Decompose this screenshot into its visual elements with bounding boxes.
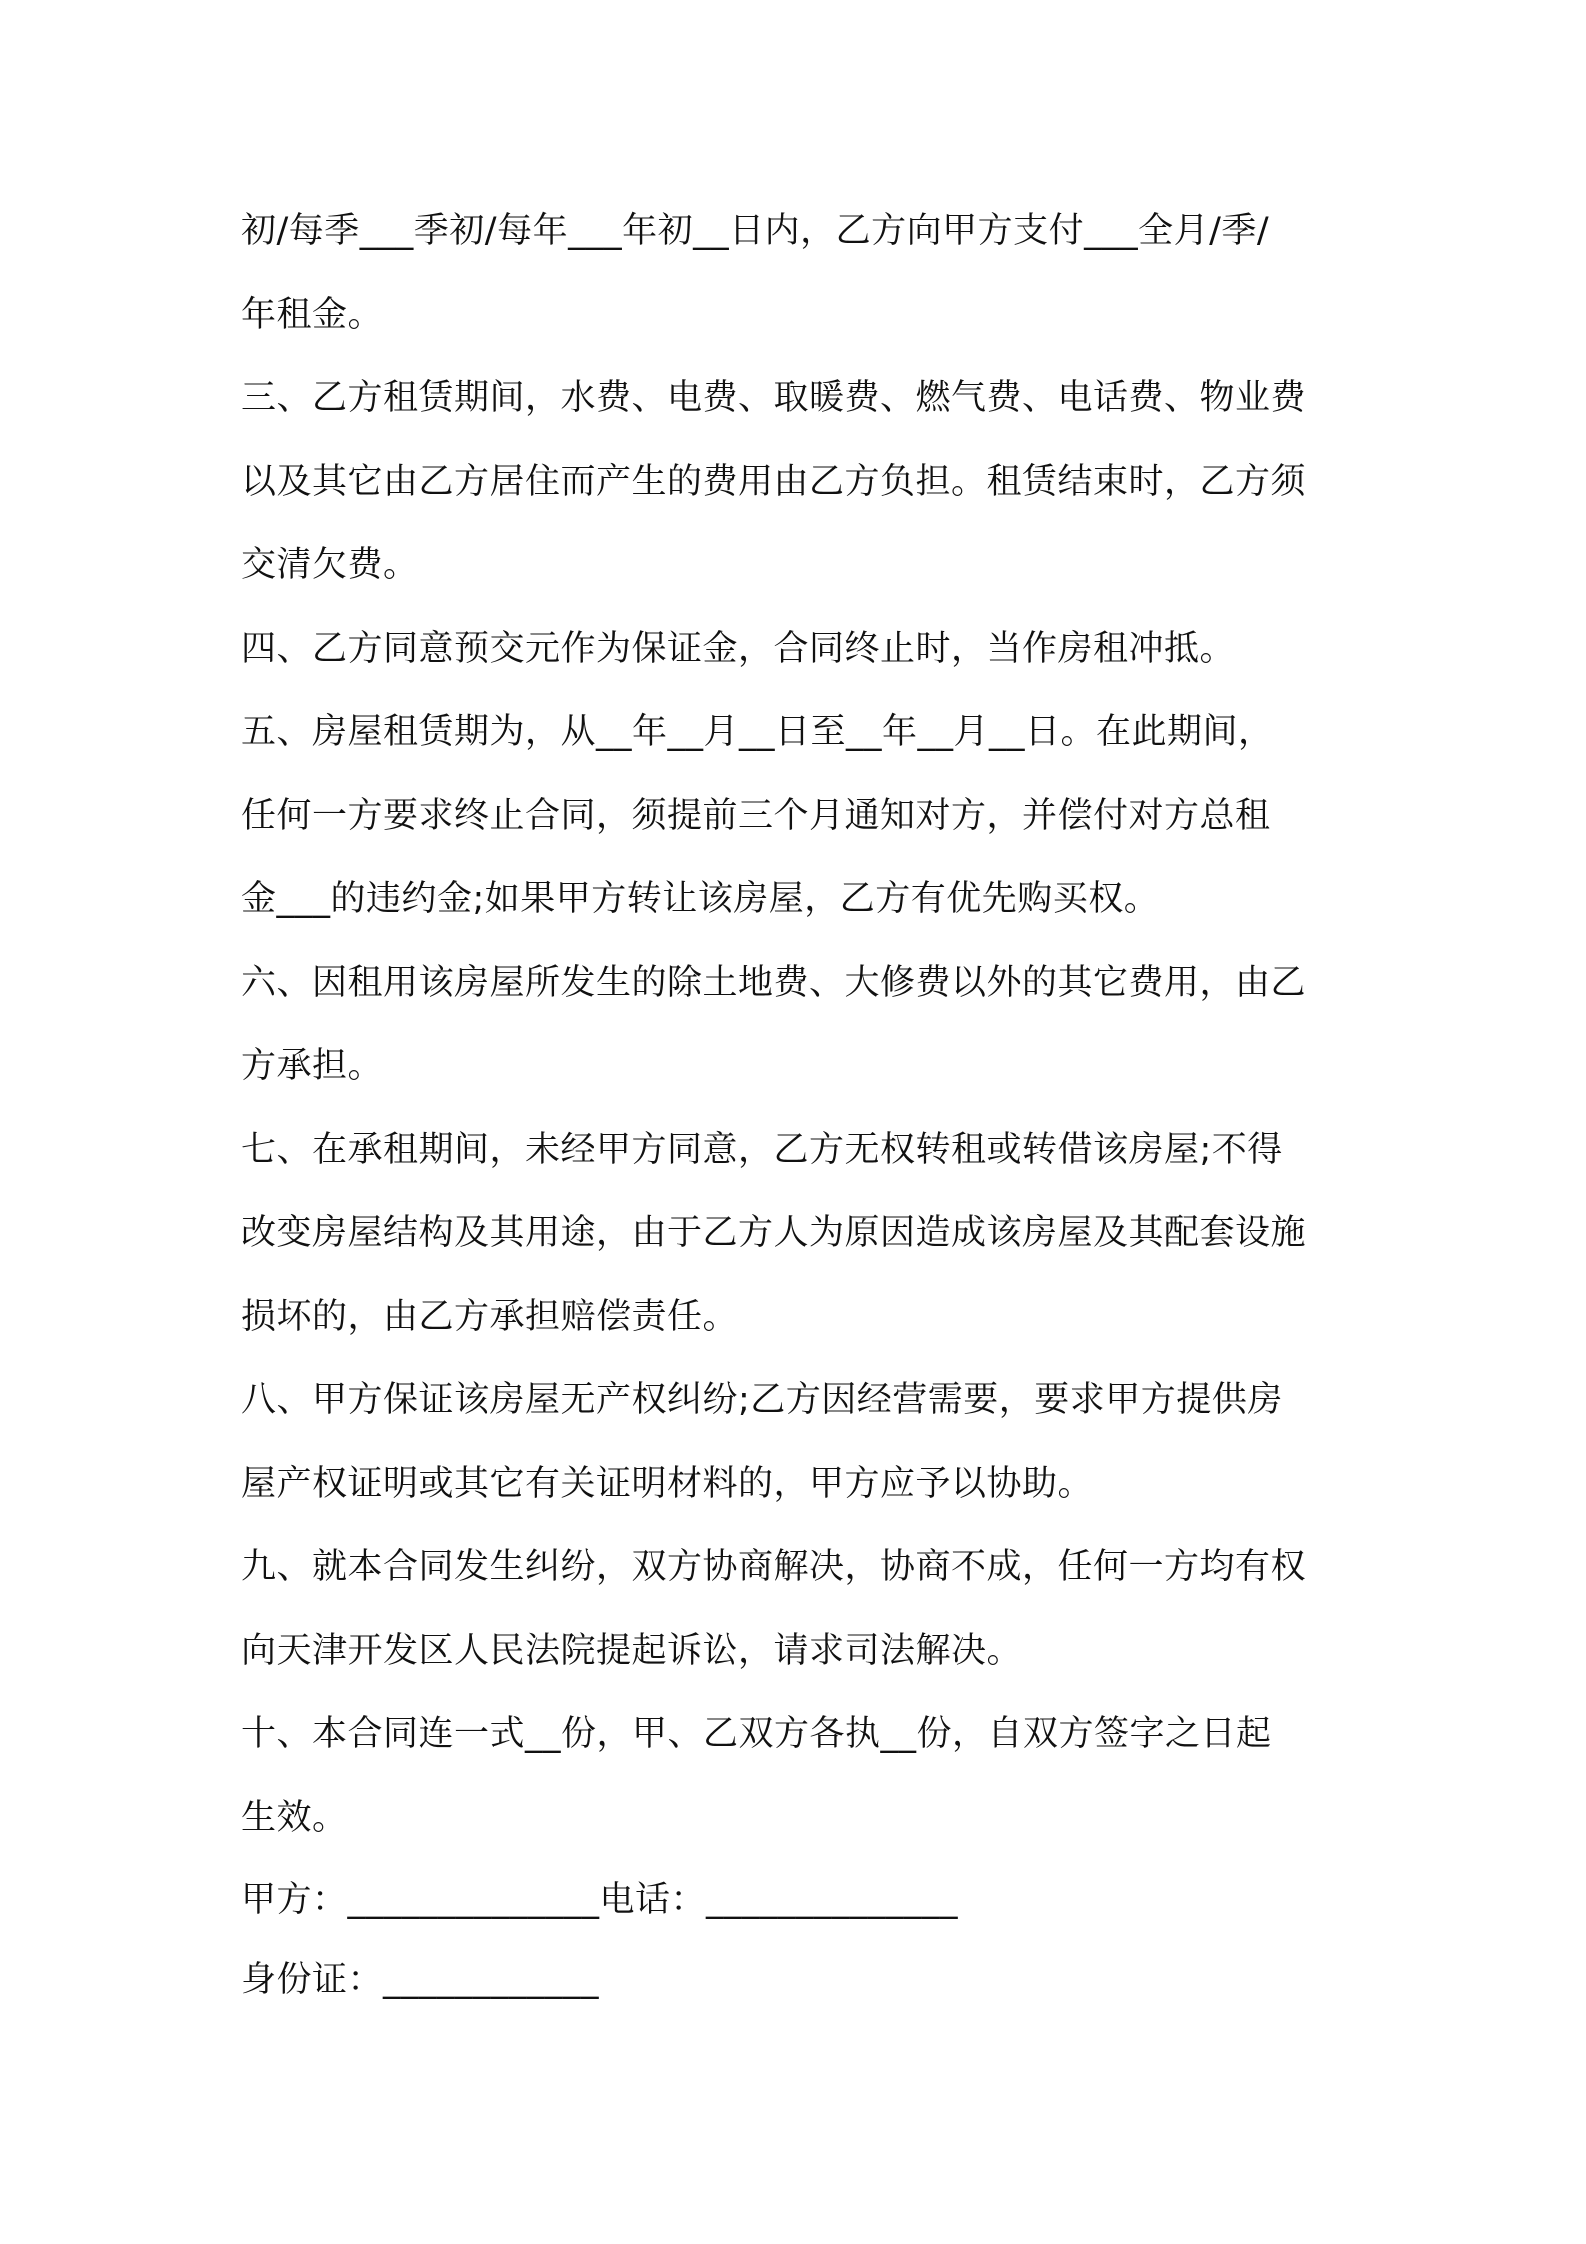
clause-ten-line: 十、本合同连一式__份，甲、乙双方各执__份，自双方签字之日起	[241, 1714, 1272, 1754]
paragraph-line: 初/每季___季初/每年___年初__日内，乙方向甲方支付___全月/季/	[241, 211, 1270, 251]
paragraph-line: 以及其它由乙方居住而产生的费用由乙方负担。租赁结束时，乙方须	[241, 461, 1307, 502]
clause-three-line: 三、乙方租赁期间，水费、电费、取暖费、燃气费、电话费、物业费	[241, 378, 1307, 418]
clause-five-line: 五、房屋租赁期为，从__年__月__日至__年__月__日。在此期间，	[241, 712, 1274, 752]
clause-nine-line: 九、就本合同发生纠纷，双方协商解决，协商不成，任何一方均有权	[241, 1547, 1307, 1587]
paragraph-line: 改变房屋结构及其用途，由于乙方人为原因造成该房屋及其配套设施	[241, 1213, 1307, 1253]
id-card-signature-line: 身份证：____________	[241, 1960, 600, 2000]
party-a-signature-line: 甲方：______________电话：______________	[241, 1880, 959, 1920]
paragraph-line: 金___的违约金;如果甲方转让该房屋，乙方有优先购买权。	[241, 879, 1160, 919]
clause-eight-line: 八、甲方保证该房屋无产权纠纷;乙方因经营需要，要求甲方提供房	[241, 1380, 1283, 1420]
paragraph-line: 交清欠费。	[241, 545, 419, 585]
clause-six-line: 六、因租用该房屋所发生的除土地费、大修费以外的其它费用，由乙	[241, 962, 1307, 1003]
paragraph-line: 向天津开发区人民法院提起诉讼，请求司法解决。	[241, 1630, 1023, 1671]
clause-seven-line: 七、在承租期间，未经甲方同意，乙方无权转租或转借该房屋;不得	[241, 1129, 1283, 1170]
paragraph-line: 损坏的，由乙方承担赔偿责任。	[241, 1296, 739, 1337]
paragraph-line: 方承担。	[241, 1046, 384, 1086]
paragraph-line: 生效。	[241, 1797, 348, 1838]
paragraph-line: 年租金。	[241, 294, 384, 335]
clause-four-line: 四、乙方同意预交元作为保证金，合同终止时，当作房租冲抵。	[241, 628, 1236, 669]
paragraph-line: 屋产权证明或其它有关证明材料的，甲方应予以协助。	[241, 1463, 1094, 1504]
paragraph-line: 任何一方要求终止合同，须提前三个月通知对方，并偿付对方总租	[241, 795, 1271, 836]
contract-body	[241, 190, 1351, 2020]
